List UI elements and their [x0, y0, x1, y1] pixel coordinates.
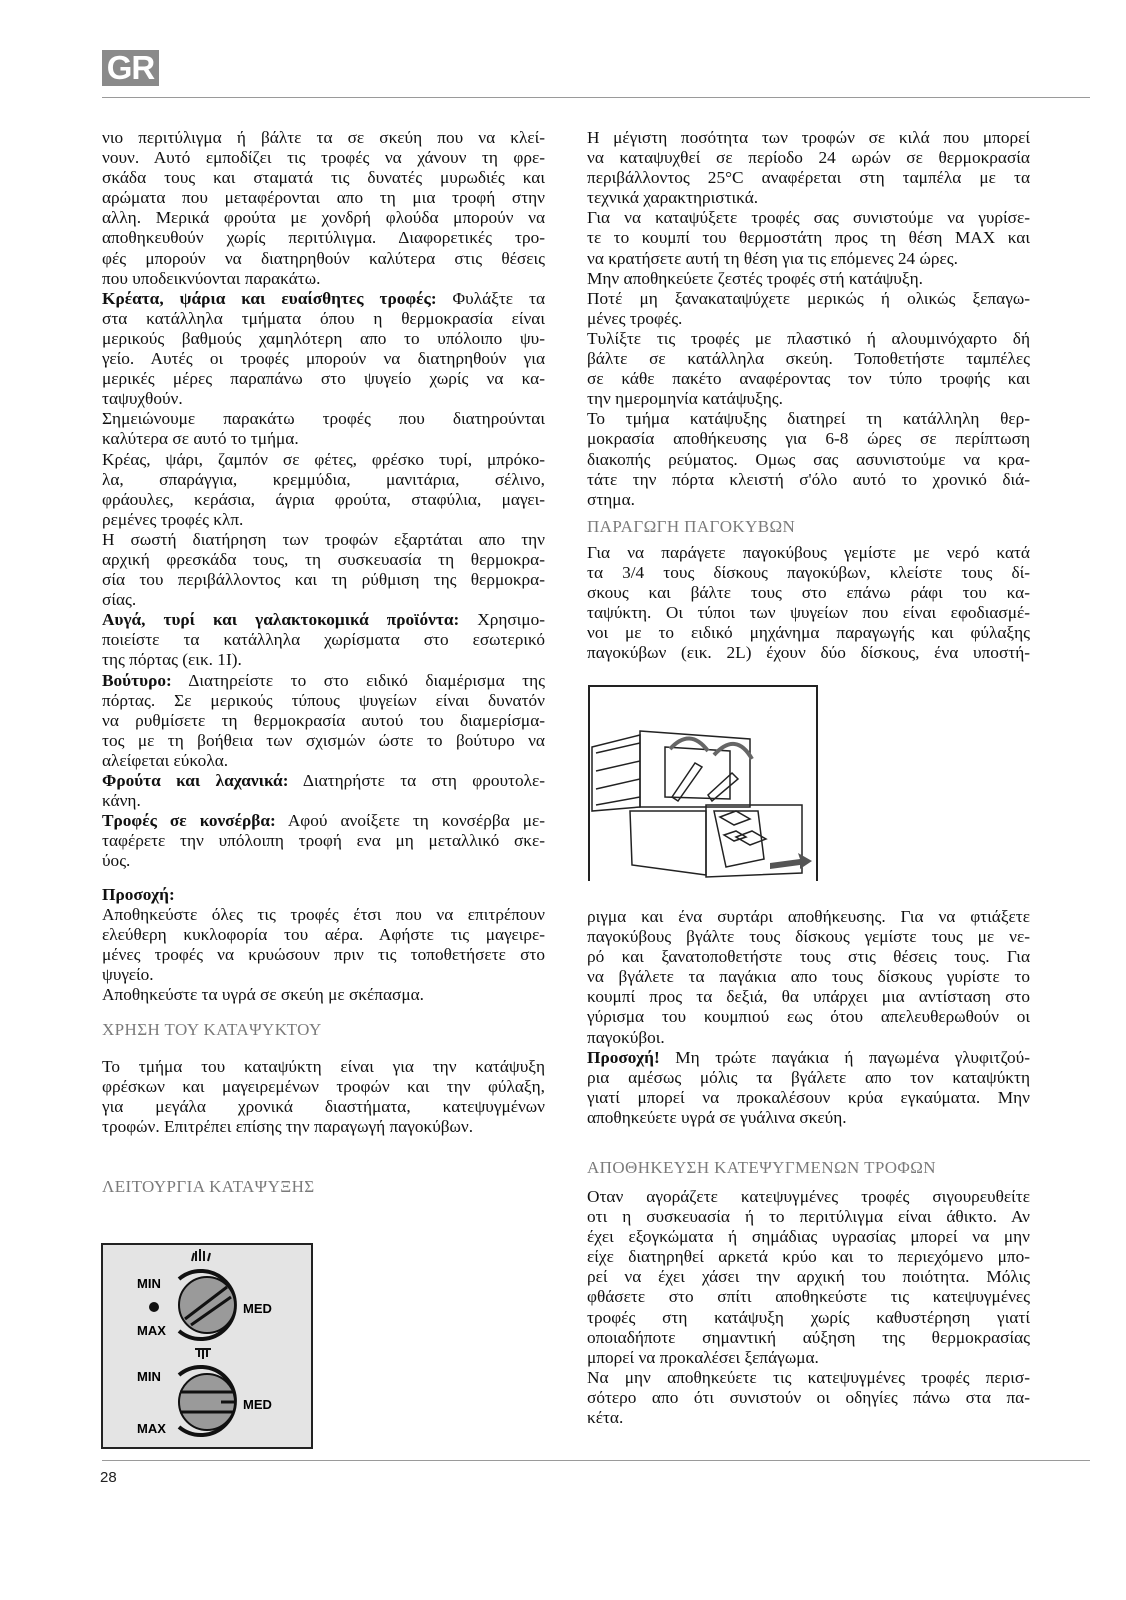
text-line: ριγμα και ένα συρτάρι αποθήκευσης. Για να φτιάξετε [587, 907, 1030, 926]
footer-rule [102, 1460, 1090, 1461]
bold-lead-in: Αυγά, τυρί και γαλακτοκομικά προϊόντα: [102, 610, 460, 630]
text-line: να βγάλετε τα παγάκια απο τους δίσκους γυρίστε το [587, 967, 1030, 987]
text-line: κέτα. [587, 1408, 624, 1428]
text-line: Σημειώνουμε παρακάτω τροφές που διατηρούνται [102, 409, 545, 429]
frozen-storage-text [587, 1187, 1030, 1428]
paragraph [587, 289, 1030, 329]
text-line: πόρτας. Σε μερικούς τύπους ψυγείων είναι δυνατόν [102, 690, 545, 710]
ice-tray-figure [588, 685, 818, 881]
text-line: μερικούς βαθμούς χαμηλότερη απο το υπόλοιπο ψυ- [102, 328, 545, 348]
text-line: αρώματα που μεταφέρονται απο τη μια τροφή στην [102, 188, 545, 208]
text-line: να καταψυχθεί σε περίοδο 24 ωρών σε θερμοκρασία [587, 148, 1030, 168]
text-line: Κρέας, ψάρι, ζαμπόν σε φέτες, φρέσκο τυρί, μπρόκο- [102, 449, 545, 469]
text-line: τε το κουμπί του θερμοστάτη προς τη θέση MAX και [587, 228, 1030, 248]
text-line [102, 671, 545, 691]
dial1-max-label: MAX [137, 1323, 166, 1338]
ice-cubes-text-after [587, 907, 1030, 1128]
text-line [102, 771, 545, 791]
freezer-use-text [102, 1057, 545, 1137]
text-run: Διατηρείστε το στο ειδικό διαμέρισμα της [171, 670, 545, 690]
text-line: Η μέγιστη ποσότητα των τροφών σε κιλά που μπορεί [587, 128, 1030, 147]
ice-cubes-text-before [587, 543, 1030, 664]
text-line: μένες τροφές να κρυώσουν πριν τις τοποθετήσετε στο [102, 945, 545, 965]
paragraph [587, 1368, 1030, 1428]
text-line: ύος. [102, 851, 131, 871]
text-line: να κρατήσετε αυτή τη θέση για τις επόμενες 24 ώρες. [587, 248, 958, 268]
text-line: αρχική φρεσκάδα τους, τη συσκευασία τη θερμοκρα- [102, 549, 545, 569]
text-line: Η σωστή διατήρηση των τροφών εξαρτάται απο την [102, 529, 545, 549]
text-line: Να μην αποθηκεύετε τις κατεψυγμένες τροφές περισ- [587, 1367, 1030, 1387]
text-line: Αποθηκεύστε τα υγρά σε σκεύη με σκέπασμα. [102, 985, 424, 1005]
bold-lead-in: Βούτυρο: [102, 670, 172, 690]
paragraph [587, 543, 1030, 664]
heading-freezer-use: ΧΡΗΣΗ ΤΟΥ ΚΑΤΑΨΥΚΤΟΥ [102, 1020, 322, 1039]
text-line: ψυγείο. [102, 965, 154, 985]
text-line: ρεί να έχει χάσει την αρχική του ποιότητα. Μόλις [587, 1267, 1030, 1287]
dial-fast-freeze [137, 1249, 272, 1339]
text-line: ταψύκτη. Οι τύποι των ψυγείων που είναι εφοδιασμέ- [587, 603, 1030, 623]
text-line: έχει εξογκώματα ή σημάδιας υγρασίας μπορεί να μην [587, 1227, 1030, 1247]
dial2-max-label: MAX [137, 1421, 166, 1436]
text-run: Αφού ανοίξετε τη κονσέρβα με- [275, 811, 546, 831]
text-line: Για να καταψύξετε τροφές σας συνιστούμε να γυρίσε- [587, 208, 1030, 228]
text-line [587, 1048, 1030, 1068]
paragraph [102, 530, 545, 610]
paragraph [102, 289, 545, 410]
text-line: βάλτε σε κατάλληλα σκεύη. Τοποθετήστε ταμπέλες [587, 349, 1030, 369]
text-line: τροφών. Επιτρέπει επίσης την παραγωγή παγοκύβων. [102, 1117, 474, 1137]
heading-frozen-storage: ΑΠΟΘΗΚΕΥΣΗ ΚΑΤΕΨΥΓΜΕΝΩΝ ΤΡΟΦΩΝ [587, 1158, 936, 1177]
left-body-text [102, 128, 545, 871]
attention-section [102, 885, 545, 1006]
text-line: νουν. Αυτό εμποδίζει τις τροφές να χάνουν τη φρε- [102, 148, 545, 168]
text-line: σότερο απο ότι συνιστούν οι οδηγίες πάνω στα πα- [587, 1387, 1030, 1407]
text-line: παγοκύβους βγάλτε τους δίσκους γεμίστε τους με νε- [587, 927, 1030, 947]
paragraph [587, 409, 1030, 509]
thermostat-dials-figure [101, 1243, 313, 1449]
bold-lead-in: Προσοχή! [587, 1047, 660, 1067]
text-line: φρέσκων και μαγειρεμένων τροφών και την φύλαξη, [102, 1077, 545, 1097]
heading-freezing-operation: ΛΕΙΤΟΥΡΓΙΑ ΚΑΤΑΨΥΞΗΣ [102, 1177, 315, 1196]
paragraph [102, 450, 545, 530]
cold-symbol-icon [195, 1349, 211, 1359]
text-line: οτι η συσκευασία ή το περιτύλιγμα είναι άθικτο. Αν [587, 1207, 1030, 1227]
text-line: Το τμήμα του καταψύκτη είναι για την κατάψυξη [102, 1057, 545, 1076]
text-line: στα κατάλληλα τμήματα όπου η θερμοκρασία είναι [102, 308, 545, 328]
text-line: Τυλίξτε τις τροφές με πλαστικό ή αλουμινόχαρτο δή [587, 328, 1030, 348]
text-line [102, 289, 545, 309]
bold-lead-in: Φρούτα και λαχανικά: [102, 771, 289, 790]
dial2-min-label: MIN [137, 1369, 161, 1384]
text-line: ποιείστε τα κατάλληλα χωρίσματα στο εσωτερικό [102, 630, 545, 650]
paragraph [102, 771, 545, 811]
text-line: λα, σπαράγγια, κρεμμύδια, μανιτάρια, σέλινο, [102, 469, 545, 489]
text-line: της πόρτας (εικ. 1I). [102, 650, 242, 670]
text-line: σκάδα τους και σταματά τις δυνατές μυρωδιές και [102, 168, 545, 188]
paragraph [587, 907, 1030, 1048]
dial-normal [137, 1349, 272, 1436]
text-line: φράουλες, κεράσια, άγρια φρούτα, σταφύλια, μαγει- [102, 489, 545, 509]
text-line: για μεγάλα χρονικά διαστήματα, κατεψυγμένων [102, 1097, 545, 1117]
text-line: τάτε την πόρτα κλειστή σ'όλο αυτό το χρονικό διά- [587, 469, 1030, 489]
text-line: ταφέρετε την υπόλοιπη τροφή ενα μη μεταλλικό σκε- [102, 831, 545, 851]
text-line: αποθηκευθούν χωρίς περιτύλιγμα. Διαφορετικές τρο- [102, 228, 545, 248]
attention-title: Προσοχή: [102, 885, 175, 904]
dial1-med-label: MED [243, 1301, 272, 1316]
paragraph [102, 1057, 545, 1137]
text-line: μερικές μέρες παραπάνω στο ψυγείο χωρίς να κα- [102, 369, 545, 389]
text-line: Ποτέ μη ξανακαταψύχετε μερικώς ή ολικώς ξεπαγω- [587, 288, 1030, 308]
bold-lead-in: Τροφές σε κονσέρβα: [102, 811, 276, 831]
text-line: Μην αποθηκεύετε ζεστές τροφές στή κατάψυξη. [587, 268, 923, 288]
text-line: περιβάλλοντος 25°C αναφέρεται στη ταμπέλα με τα [587, 168, 1030, 188]
text-line: παγοκύβων (εικ. 2L) έχουν δύο δίσκους, ένα υποστή- [587, 643, 1030, 663]
dial-knob [179, 1277, 235, 1333]
text-line: ρό και ξανατοποθετήστε τους στις θέσεις τους. Για [587, 947, 1030, 967]
text-line: ταψυχθούν. [102, 389, 183, 409]
text-line: ελεύθερη κυκλοφορία του αέρα. Αφήστε τις μαγειρε- [102, 925, 545, 945]
text-line: τροφές στη κατάψυξη χωρίς καθυστέρηση γιατί [587, 1307, 1030, 1327]
text-line: νιο περιτύλιγμα ή βάλτε τα σε σκεύη που να κλεί- [102, 128, 545, 147]
text-line: γύρισμα του κουμπιού εως ότου απελευθερωθούν οι [587, 1007, 1030, 1027]
dial1-min-label: MIN [137, 1276, 161, 1291]
freeze-symbol-icon [192, 1249, 210, 1261]
paragraph [587, 1048, 1030, 1128]
text-line: σκους και βάλτε τους στο επάνω ράφι του κα- [587, 583, 1030, 603]
text-line: μπορεί να προκαλέσει ξεπάγωμα. [587, 1347, 819, 1367]
header-rule [102, 97, 1090, 98]
paragraph [587, 1187, 1030, 1368]
text-line: σία του περιβάλλοντος και τη ρύθμιση της θερμοκρα- [102, 570, 545, 590]
paragraph [587, 329, 1030, 409]
text-line: γιατί μπορεί να προκαλέσουν κρύα εγκαύματα. Μην [587, 1087, 1030, 1107]
text-line: ρια αμέσως μόλις τα βγάλετε απο τον καταψύκτη [587, 1067, 1030, 1087]
paragraph [102, 985, 545, 1005]
text-line: νοι με το ειδικό μηχάνημα παραγωγής και φύλαξης [587, 623, 1030, 643]
text-line: να ρυθμίσετε τη θερμοκρασία αυτού του διαμερίσμα- [102, 710, 545, 730]
text-line: διακοπής ρεύματος. Ομως σας ασυνιστούμε να κρα- [587, 449, 1030, 469]
text-line: ρεμένες τροφές κλπ. [102, 509, 244, 529]
paragraph [102, 409, 545, 449]
paragraph [587, 269, 1030, 289]
text-line: φθάσετε στο σπίτι αποθηκεύστε τις κατεψυγμένες [587, 1287, 1030, 1307]
text-line: κουμπί προς τα δεξιά, θα υπάρχει μια αντίσταση στο [587, 987, 1030, 1007]
text-line: γείο. Αυτές οι τροφές μπορούν να διατηρηθούν για [102, 349, 545, 369]
text-line: είχε διατηρηθεί αρκετά κρύο και το περιεχόμενο μπο- [587, 1247, 1030, 1267]
paragraph [102, 128, 545, 289]
text-line: κάνη. [102, 791, 141, 811]
page-number: 28 [100, 1469, 117, 1486]
text-run: Φυλάξτε τα [436, 288, 545, 308]
text-line: τεχνικά χαρακτηριστικά. [587, 188, 759, 208]
bold-lead-in: Κρέατα, ψάρια και ευαίσθητες τροφές: [102, 288, 437, 308]
text-line [102, 610, 545, 630]
text-line: Οταν αγοράζετε κατεψυγμένες τροφές σιγουρευθείτε [587, 1187, 1030, 1206]
text-line: αλείφεται εύκολα. [102, 750, 229, 770]
text-line: φές μπορούν να διατηρηθούν καλύτερα στις θέσεις [102, 248, 545, 268]
text-line: καλύτερα σε αυτό το τμήμα. [102, 429, 299, 449]
text-run: Χρησιμο- [459, 610, 545, 630]
ice-tray-illustration [590, 687, 816, 881]
text-line: μένες τροφές. [587, 308, 683, 328]
text-line: τος με τη βοήθεια των σχισμών ώστε το βούτυρο να [102, 730, 545, 750]
rotate-arrow-icon [714, 744, 752, 759]
text-line: που υποδεικνύονται παρακάτω. [102, 268, 321, 288]
text-run: Διατηρήστε τα στη φρουτολε- [288, 771, 546, 790]
paragraph [587, 208, 1030, 268]
text-line: σε κάθε πακέτο αναφέροντας τον τύπο τροφής και [587, 369, 1030, 389]
heading-ice-cubes: ΠΑΡΑΓΩΓΗ ΠΑΓΟΚΥΒΩΝ [587, 517, 796, 536]
paragraph [587, 128, 1030, 208]
paragraph [102, 905, 545, 985]
dial2-med-label: MED [243, 1397, 272, 1412]
paragraph [102, 811, 545, 871]
text-line: στημα. [587, 489, 635, 509]
paragraph [102, 671, 545, 771]
text-line: παγοκύβοι. [587, 1027, 665, 1047]
text-line: αποθηκεύετε υγρά σε γυάλινα σκεύη. [587, 1107, 847, 1127]
text-run: Μη τρώτε παγάκια ή παγωμένα γλυφιτζού- [659, 1047, 1030, 1067]
attention-text [102, 905, 545, 1005]
text-line: αλλη. Μερικά φρούτα με χονδρή φλούδα μπορούν να [102, 208, 545, 228]
paragraph [102, 610, 545, 670]
text-line: Το τμήμα κατάψυξης διατηρεί τη κατάλληλη θερ- [587, 409, 1030, 429]
text-line: την ημερομηνία κατάψυξης. [587, 389, 783, 409]
text-line: Αποθηκεύστε όλες τις τροφές έτσι που να επιτρέπουν [102, 905, 545, 925]
text-line: μοκρασία αποθήκευσης για 6-8 ώρες σε περίπτωση [587, 429, 1030, 449]
thermostat-dials-illustration [103, 1245, 311, 1447]
text-line: σίας. [102, 590, 137, 610]
indicator-dot-icon [149, 1302, 159, 1312]
right-body-text [587, 128, 1030, 510]
language-badge: GR [102, 50, 159, 86]
text-line: Για να παράγετε παγοκύβους γεμίστε με νερό κατά [587, 543, 1030, 562]
text-line [102, 811, 545, 831]
pull-arrow-icon [770, 853, 812, 869]
text-line: τα 3/4 τους δίσκους παγοκύβων, κλείστε τους δί- [587, 563, 1030, 583]
text-line: οποιαδήποτε σημαντική αύξηση της θερμοκρασίας [587, 1327, 1030, 1347]
